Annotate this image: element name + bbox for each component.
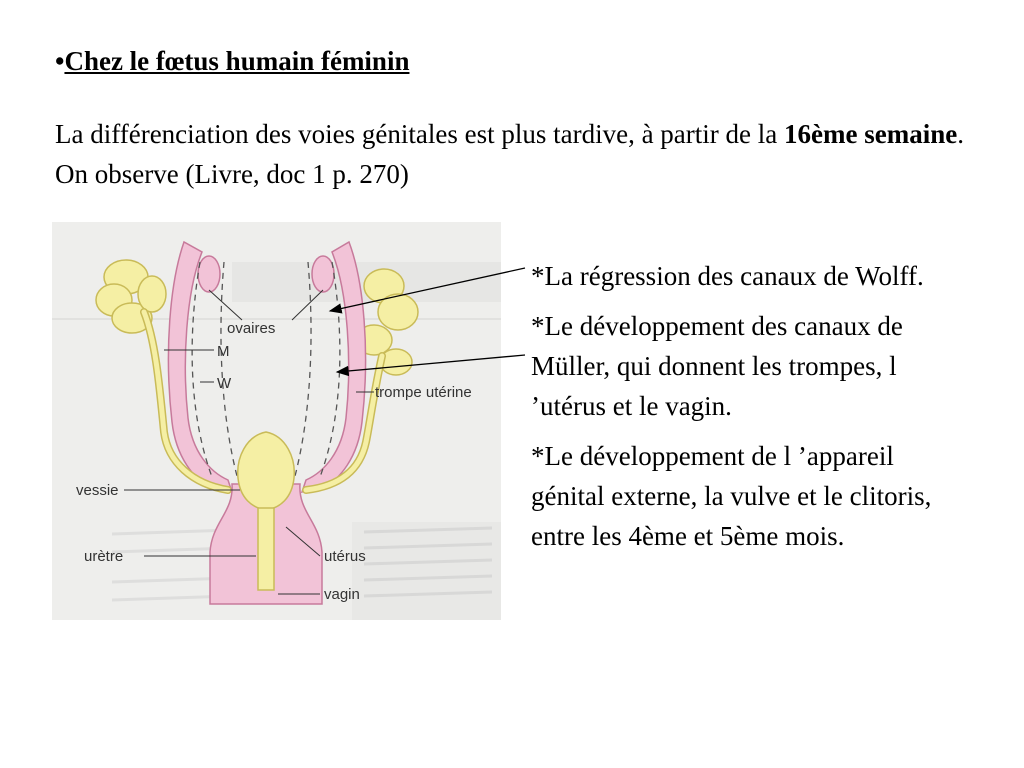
bullet-wolff: *La régression des canaux de Wolff. [531,261,924,291]
label-w: W [217,375,232,392]
anatomy-svg [52,222,501,620]
label-m: M [217,343,230,360]
intro-bold: 16ème semaine [784,119,958,149]
bullet-muller: *Le développement des canaux de Müller, qui donnent les trompes, l ’utérus et le vagin. [531,311,903,421]
label-vessie: vessie [76,482,119,499]
anatomy-diagram [52,222,501,620]
label-trompe-uterine: trompe utérine [375,384,472,401]
intro-text-2: . On observe (Livre, doc 1 p. 270) [55,119,964,189]
label-vagin: vagin [324,586,360,603]
slide-heading [55,44,409,78]
intro-text-1: La différenciation des voies génitales est plus tardive, à partir de la [55,119,784,149]
heading-text: Chez le fœtus humain féminin [64,46,410,76]
label-ovaires: ovaires [227,320,276,337]
heading-bullet: • [55,46,65,76]
label-uretre: urètre [84,548,124,565]
left-ovary [198,256,220,292]
urethra [258,508,274,590]
bullet-external: *Le développement de l ’appareil génital externe, la vulve et le clitoris, entre les 4ème et 5ème mois. [531,441,932,551]
right-ovary [312,256,334,292]
intro-paragraph [55,114,985,194]
label-uterus: utérus [324,548,366,565]
bullet-list [531,256,971,566]
